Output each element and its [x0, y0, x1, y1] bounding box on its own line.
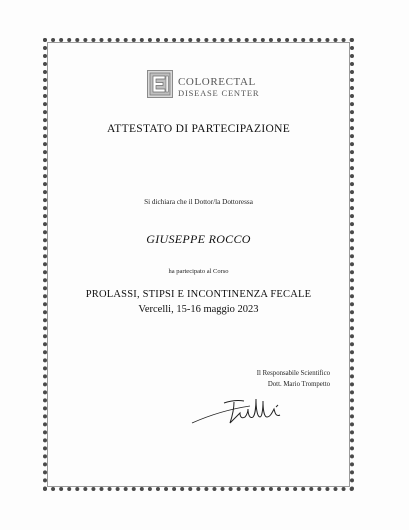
signatory-name: Dott. Mario Trompetto	[267, 381, 330, 388]
participated-text: ha partecipato al Corso	[168, 268, 229, 275]
logo-text-colorectal: COLORECTAL	[178, 76, 256, 88]
certificate-title: ATTESTATO DI PARTECIPAZIONE	[106, 123, 291, 135]
logo-text-disease-center: DISEASE CENTER	[178, 88, 260, 98]
signatory-role: Il Responsabile Scientifico	[256, 370, 330, 377]
declaration-text: Si dichiara che il Dottor/la Dottoressa	[144, 198, 253, 206]
logo	[147, 70, 277, 104]
handwritten-signature	[190, 393, 300, 429]
participant-name: GIUSEPPE ROCCO	[146, 232, 251, 246]
course-place-date: Vercelli, 15-16 maggio 2023	[138, 304, 259, 315]
course-title: PROLASSI, STIPSI E INCONTINENZA FECALE	[85, 289, 312, 300]
colorectal-disease-center-logo-mark-icon	[147, 70, 173, 98]
